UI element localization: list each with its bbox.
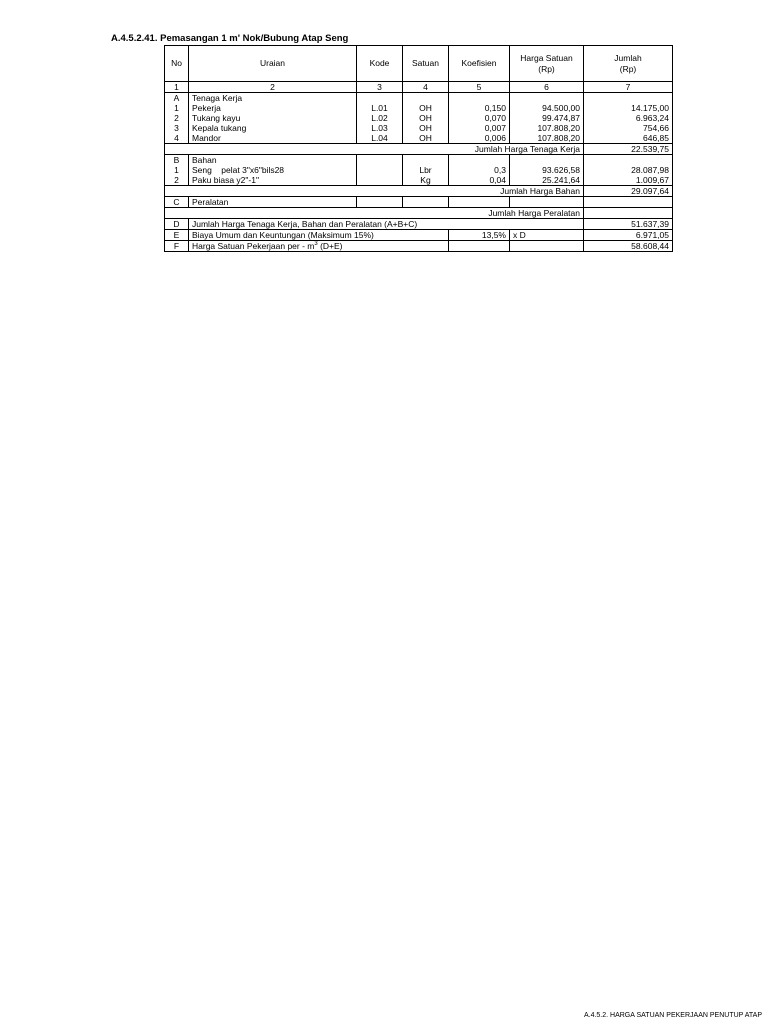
row-jumlah: 6.963,24 xyxy=(584,113,673,123)
col-number: 3 xyxy=(357,82,403,93)
row-jumlah: 28.087,98 xyxy=(584,165,673,175)
summary-value: 58.608,44 xyxy=(584,241,673,252)
row-uraian: Pekerja xyxy=(189,103,357,113)
row-satuan: OH xyxy=(403,133,449,144)
summary-label: Biaya Umum dan Keuntungan (Maksimum 15%) xyxy=(189,230,449,241)
subtotal-label: Jumlah Harga Peralatan xyxy=(165,208,584,219)
row-no: 3 xyxy=(165,123,189,133)
header-jumlah-line1: Jumlah xyxy=(614,52,642,63)
header-no: No xyxy=(165,46,189,82)
summary-letter: E xyxy=(165,230,189,241)
row-uraian: Seng pelat 3"x6"bils28 xyxy=(189,165,357,175)
summary-percentage: 13,5% xyxy=(449,230,510,241)
header-harga-satuan xyxy=(510,46,584,82)
row-harga: 99.474,87 xyxy=(510,113,584,123)
row-koefisien: 0,3 xyxy=(449,165,510,175)
row-harga: 25.241,64 xyxy=(510,175,584,186)
row-uraian: Mandor xyxy=(189,133,357,144)
row-kode xyxy=(357,165,403,175)
row-no: 4 xyxy=(165,133,189,144)
row-no: 1 xyxy=(165,165,189,175)
summary-row-d xyxy=(165,219,673,230)
section-letter: C xyxy=(165,197,189,208)
subtotal-row-tenaga-kerja xyxy=(165,144,673,155)
col-number: 5 xyxy=(449,82,510,93)
subtotal-label: Jumlah Harga Bahan xyxy=(165,186,584,197)
row-uraian: Tukang kayu xyxy=(189,113,357,123)
header-jumlah xyxy=(584,46,673,82)
document-title: A.4.5.2.41. Pemasangan 1 m' Nok/Bubung Atap Seng xyxy=(111,33,349,44)
row-harga: 107.808,20 xyxy=(510,123,584,133)
row-satuan: OH xyxy=(403,113,449,123)
section-c-heading xyxy=(165,197,673,208)
header-harga-satuan-line1: Harga Satuan xyxy=(520,52,573,63)
summary-label-superscript: 3 xyxy=(314,241,318,248)
summary-label-suffix: (D+E) xyxy=(317,241,343,251)
summary-letter: D xyxy=(165,219,189,230)
section-label: Bahan xyxy=(189,155,357,166)
section-label: Tenaga Kerja xyxy=(189,93,357,104)
row-no: 1 xyxy=(165,103,189,113)
summary-multiplier: x D xyxy=(510,230,584,241)
col-number: 7 xyxy=(584,82,673,93)
table-row xyxy=(165,175,673,186)
header-kode: Kode xyxy=(357,46,403,82)
row-harga: 107.808,20 xyxy=(510,133,584,144)
row-jumlah: 1.009,67 xyxy=(584,175,673,186)
summary-value: 6.971,05 xyxy=(584,230,673,241)
row-koefisien: 0,04 xyxy=(449,175,510,186)
subtotal-row-bahan xyxy=(165,186,673,197)
summary-letter: F xyxy=(165,241,189,252)
header-satuan: Satuan xyxy=(403,46,449,82)
row-satuan: OH xyxy=(403,123,449,133)
row-koefisien: 0,006 xyxy=(449,133,510,144)
section-b-heading xyxy=(165,155,673,166)
header-uraian: Uraian xyxy=(189,46,357,82)
col-number: 1 xyxy=(165,82,189,93)
row-no: 2 xyxy=(165,113,189,123)
row-kode: L.02 xyxy=(357,113,403,123)
row-kode: L.03 xyxy=(357,123,403,133)
row-jumlah: 754,66 xyxy=(584,123,673,133)
row-koefisien: 0,007 xyxy=(449,123,510,133)
summary-label: Jumlah Harga Tenaga Kerja, Bahan dan Peralatan (A+B+C) xyxy=(189,219,584,230)
summary-row-f xyxy=(165,241,673,252)
subtotal-value: 22.539,75 xyxy=(584,144,673,155)
table-row xyxy=(165,123,673,133)
row-koefisien: 0,070 xyxy=(449,113,510,123)
table-row xyxy=(165,165,673,175)
price-analysis-table xyxy=(164,45,673,252)
header-koefisien: Koefisien xyxy=(449,46,510,82)
page-footer: A.4.5.2. HARGA SATUAN PEKERJAAN PENUTUP ATAP xyxy=(583,1012,762,1019)
row-kode: L.01 xyxy=(357,103,403,113)
section-label: Peralatan xyxy=(189,197,357,208)
section-letter: B xyxy=(165,155,189,166)
col-number: 6 xyxy=(510,82,584,93)
summary-label xyxy=(189,241,449,252)
row-jumlah: 646,85 xyxy=(584,133,673,144)
subtotal-value: 29.097,64 xyxy=(584,186,673,197)
row-no: 2 xyxy=(165,175,189,186)
table-row xyxy=(165,103,673,113)
col-number: 2 xyxy=(189,82,357,93)
summary-value: 51.637,39 xyxy=(584,219,673,230)
row-satuan: Kg xyxy=(403,175,449,186)
header-harga-satuan-line2: (Rp) xyxy=(538,63,555,74)
col-number: 4 xyxy=(403,82,449,93)
row-kode: L.04 xyxy=(357,133,403,144)
subtotal-value xyxy=(584,208,673,219)
table-header-row xyxy=(165,46,673,82)
row-koefisien: 0,150 xyxy=(449,103,510,113)
header-jumlah-line2: (Rp) xyxy=(619,63,637,74)
row-uraian: Paku biasa y2"-1" xyxy=(189,175,357,186)
row-satuan: Lbr xyxy=(403,165,449,175)
section-letter: A xyxy=(165,93,189,104)
section-a-heading xyxy=(165,93,673,104)
table-row xyxy=(165,133,673,144)
row-harga: 94.500,00 xyxy=(510,103,584,113)
row-kode xyxy=(357,175,403,186)
subtotal-label: Jumlah Harga Tenaga Kerja xyxy=(165,144,584,155)
summary-label-text: Harga Satuan Pekerjaan per - m xyxy=(192,241,315,251)
row-jumlah: 14.175,00 xyxy=(584,103,673,113)
row-uraian: Kepala tukang xyxy=(189,123,357,133)
table-row xyxy=(165,113,673,123)
row-satuan: OH xyxy=(403,103,449,113)
row-harga: 93.626,58 xyxy=(510,165,584,175)
summary-row-e xyxy=(165,230,673,241)
subtotal-row-peralatan xyxy=(165,208,673,219)
column-number-row xyxy=(165,82,673,93)
